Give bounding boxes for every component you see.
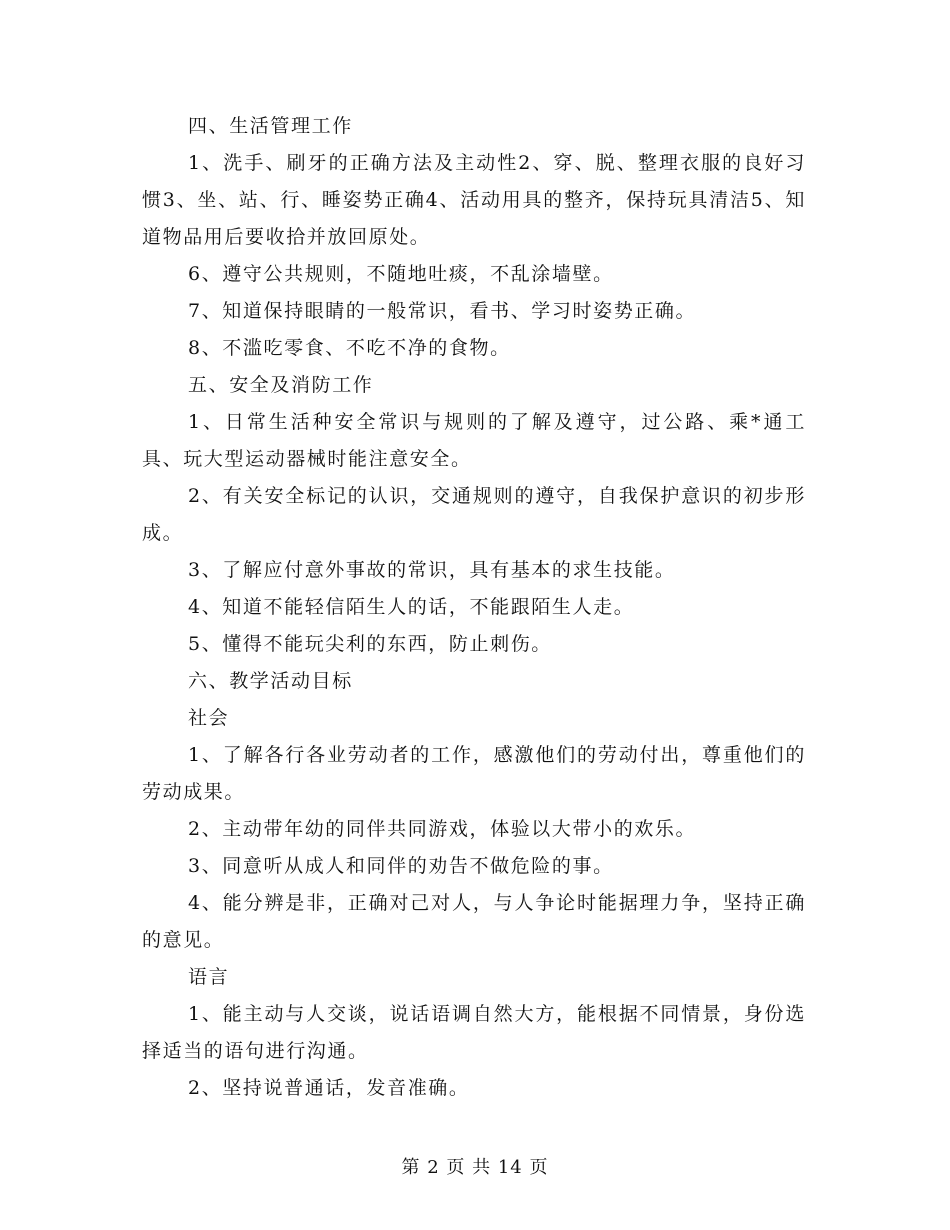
section-heading-safety: 五、安全及消防工作 xyxy=(188,374,374,396)
section-heading-life-management: 四、生活管理工作 xyxy=(188,115,353,137)
page-number-footer: 第 2 页 共 14 页 xyxy=(401,1157,549,1178)
paragraph-life-item-7: 7、知道保持眼睛的一般常识，看书、学习时姿势正确。 xyxy=(188,300,697,322)
paragraph-life-items-1-5: 1、洗手、刷牙的正确方法及主动性2、穿、脱、整理衣服的良好习惯3、坐、站、行、睡姿势正确4、活动用具的整齐，保持玩具清洁5、知道物品用后要收拾并放回原处。 xyxy=(142,152,806,248)
paragraph-language-item-1: 1、能主动与人交谈，说话语调自然大方，能根据不同情景，身份选择适当的语句进行沟通。 xyxy=(142,1003,806,1062)
paragraph-social-item-1: 1、了解各行各业劳动者的工作，感激他们的劳动付出，尊重他们的劳动成果。 xyxy=(142,744,806,803)
section-heading-teaching-goals: 六、教学活动目标 xyxy=(188,670,353,692)
document-body xyxy=(142,108,806,1107)
paragraph-life-item-6: 6、遵守公共规则，不随地吐痰，不乱涂墙壁。 xyxy=(188,263,614,285)
paragraph-safety-item-4: 4、知道不能轻信陌生人的话，不能跟陌生人走。 xyxy=(188,596,635,618)
paragraph-social-item-2: 2、主动带年幼的同伴共同游戏，体验以大带小的欢乐。 xyxy=(188,818,697,840)
paragraph-social-item-3: 3、同意听从成人和同伴的劝告不做危险的事。 xyxy=(188,855,614,877)
paragraph-safety-item-1: 1、日常生活种安全常识与规则的了解及遵守，过公路、乘*通工具、玩大型运动器械时能注意安全。 xyxy=(142,411,806,470)
paragraph-language-item-2: 2、坚持说普通话，发音准确。 xyxy=(188,1077,470,1099)
paragraph-life-item-8: 8、不滥吃零食、不吃不净的食物。 xyxy=(188,337,511,359)
subheading-social: 社会 xyxy=(188,707,230,729)
paragraph-safety-item-5: 5、懂得不能玩尖利的东西，防止刺伤。 xyxy=(188,633,552,655)
paragraph-safety-item-3: 3、了解应付意外事故的常识，具有基本的求生技能。 xyxy=(188,559,676,581)
paragraph-social-item-4: 4、能分辨是非，正确对己对人，与人争论时能据理力争，坚持正确的意见。 xyxy=(142,892,806,951)
paragraph-safety-item-2: 2、有关安全标记的认识，交通规则的遵守，自我保护意识的初步形成。 xyxy=(142,485,806,544)
subheading-language: 语言 xyxy=(188,966,230,988)
